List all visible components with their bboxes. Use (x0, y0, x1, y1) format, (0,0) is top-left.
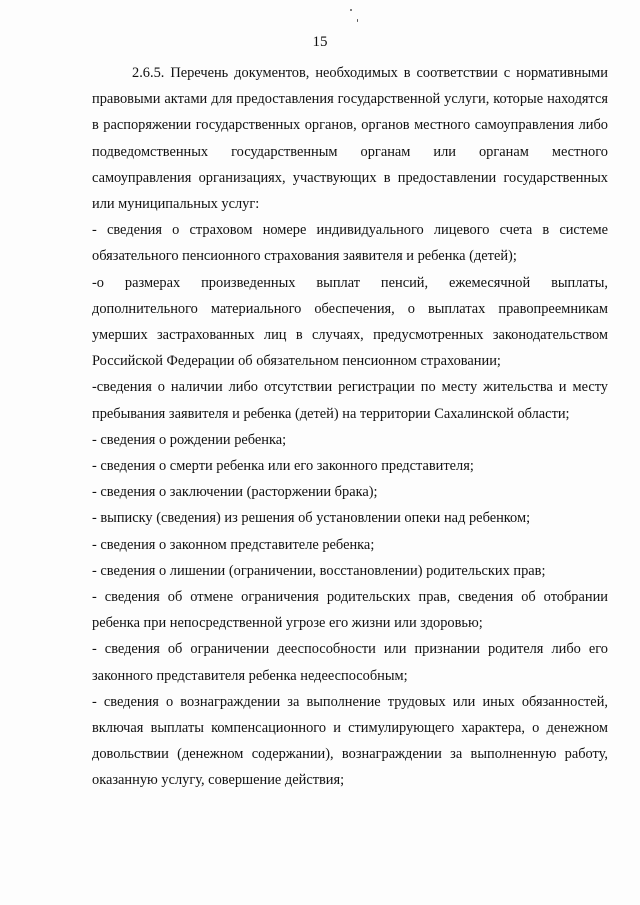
document-body (92, 60, 608, 794)
list-item: -о размерах произведенных выплат пенсий, ежемесячной выплаты, дополнительного материального обеспечения, о выплатах правопреемникам умерших застрахованных лиц в случаях, предусмотренных законодательством Российской Федерации об обязательном пенсионном страховании; (92, 274, 608, 370)
paragraph-intro: 2.6.5. Перечень документов, необходимых в соответствии с нормативными правовыми актами для предоставления государственной услуги, которые находятся в распоряжении государственных органов, органов местного самоуправления либо подведомственных государственным органам или органам местного самоуправления организациях, участвующих в предоставлении государственных или муниципальных услуг: (92, 65, 608, 213)
list-item: - сведения о рождении ребенка; (92, 431, 287, 448)
list-item: - сведения об отмене ограничения родительских прав, сведения об отобрании ребенка при непосредственной угрозе его жизни или здоровью; (92, 589, 608, 632)
list-item: - сведения о лишении (ограничении, восстановлении) родительских прав; (92, 562, 546, 579)
list-item: -сведения о наличии либо отсутствии регистрации по месту жительства и месту пребывания заявителя и ребенка (детей) на территории Сахалинской области; (92, 379, 608, 422)
list-item: - сведения о вознаграждении за выполнение трудовых или иных обязанностей, включая выплаты компенсационного и стимулирующего характера, о денежном довольствии (денежном содержании), вознаграждении за выполненную работу, оказанную услугу, совершение действия; (92, 693, 608, 789)
list-item: - сведения о смерти ребенка или его законного представителя; (92, 458, 474, 475)
list-item: - сведения о страховом номере индивидуального лицевого счета в системе обязательного пенсионного страхования заявителя и ребенка (детей); (92, 222, 608, 265)
scan-artifact (350, 9, 352, 11)
scan-artifact (357, 19, 358, 22)
page-number: 15 (312, 34, 328, 50)
list-item: - сведения об ограничении дееспособности или признании родителя либо его законного представителя ребенка недееспособным; (92, 641, 608, 684)
list-item: - сведения о законном представителе ребенка; (92, 536, 375, 553)
list-item: - сведения о заключении (расторжении брака); (92, 484, 378, 501)
list-item: - выписку (сведения) из решения об установлении опеки над ребенком; (92, 510, 531, 527)
